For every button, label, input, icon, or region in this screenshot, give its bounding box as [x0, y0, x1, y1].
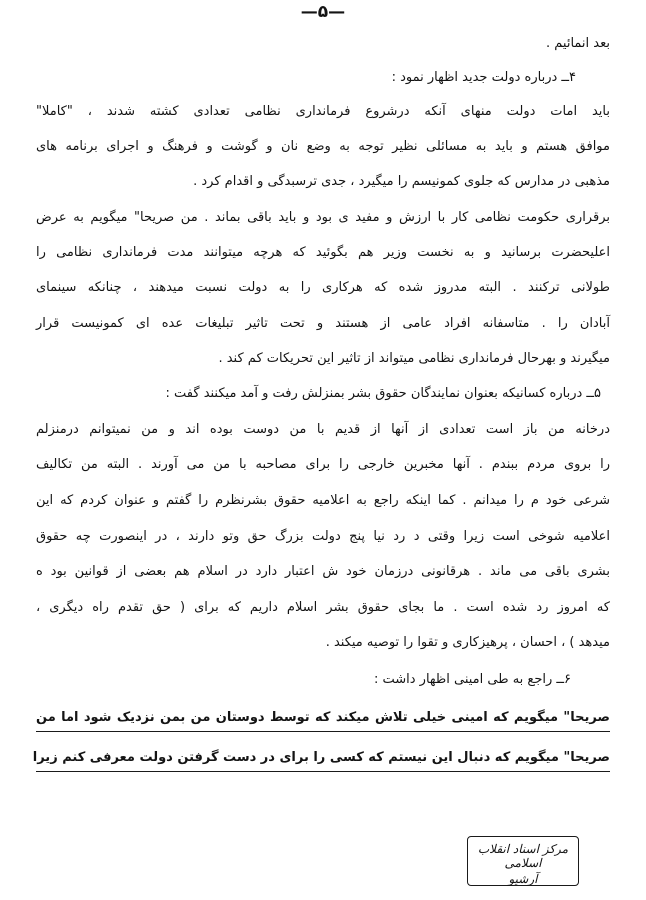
text-line-21: صریحا" میگویم که دنبال این نیستم که کسی را برای در دست گرفتن دولت معرفی کنم زیرا — [32, 750, 610, 765]
text-line-7: اعلیحضرت برسانید و به نخست وزیر هم بگوئید که هرچه میتوانند مدت فرماندارى نظامى را — [36, 245, 610, 260]
section-heading-4: ۴ــ درباره دولت جدید اظهار نمود : — [391, 70, 576, 85]
text-line-15: اعلامیه شوخى است زیرا وقتى د رد نیا پنج دولت بزرگ حق وتو دارند ، در اینصورت چه حقوق — [36, 529, 610, 544]
text-line-9: آبادان را . متاسفانه افراد عامى از هستند و تحت تاثیر تبلیغات عده اى کمونیست قرار — [36, 316, 610, 331]
text-line-13: را بروى مردم ببندم . آنها مخبرین خارجى را براى مصاحبه با من مى آورند . البته من تکالیف — [36, 457, 610, 472]
text-line-16: بشرى باقى مى ماند . هرقانونى درزمان خود ش اعتبار دارد در اسلام هم بعضى از قوانین بود ه — [36, 564, 610, 579]
text-line-1: بعد انمائیم . — [545, 36, 610, 51]
text-line-6: برقرارى حکومت نظامى کار با ارزش و مفید ى بود و باید باقى بماند . من صریحا" میگویم به عرض — [36, 210, 610, 225]
page-number: —۵— — [300, 2, 346, 22]
text-line-8: طولانى ترکنند . البته مدروز شده که هرکارى را به دولت نسبت میدهند ، چنانکه سینماى — [36, 280, 610, 295]
stamp-subtitle: آرشیو — [508, 872, 538, 886]
text-line-10: میگیرند و بهرحال فرماندارى نظامى میتواند از تاثیر این تحریکات کم کند . — [218, 351, 610, 366]
text-line-5: مذهبى در مدارس که جلوى کمونیسم را میگیرد ، جدى ترسبدگى و اقدام کرد . — [193, 174, 610, 189]
text-line-14: شرعى خود م را میدانم . کما اینکه راجع به اعلامیه حقوق بشرنظرم را گفتم و عنوان کردم که این — [36, 493, 610, 508]
section-heading-5: ۵ــ درباره کسانیکه بعنوان نمایندگان حقوق بشر بمنزلش رفت و آمد میکنند گفت : — [165, 386, 601, 401]
text-line-4: موافق هستم و باید به مسائلى نظیر توجه به وضع نان و گوشت و فرهنگ و اجراى برنامه هاى — [36, 139, 610, 154]
text-line-18: میدهد ) ، احسان ، پرهیزکارى و تقوا را توصیه میکند . — [325, 635, 610, 650]
text-line-3: باید امات دولت منهای آنکه درشروع فرماندارى نظامى تعدادى کشته شدند ، "کاملا" — [36, 104, 610, 119]
section-heading-6: ۶ــ راجع به طی امینی اظهار داشت : — [373, 672, 571, 687]
text-line-17: که امروز رد شده است . ما بجاى حقوق بشر اسلام داریم که براى ( حق تقدم راه دیگرى ، — [36, 600, 610, 615]
underline-mark-2 — [36, 771, 610, 772]
archive-stamp — [467, 836, 579, 886]
text-line-20: صریحا" میگویم که امینی خیلی تلاش میکند که توسط دوستان من بمن نزدیک شود اما من — [36, 710, 610, 725]
stamp-title: مرکز اسناد انقلاب اسلامی — [477, 842, 569, 870]
text-line-12: درخانه من باز است تعدادى از آنها از قدیم با من دوست بوده اند و من نمیتوانم درمنزلم — [36, 422, 610, 437]
underline-mark-1 — [36, 731, 610, 732]
